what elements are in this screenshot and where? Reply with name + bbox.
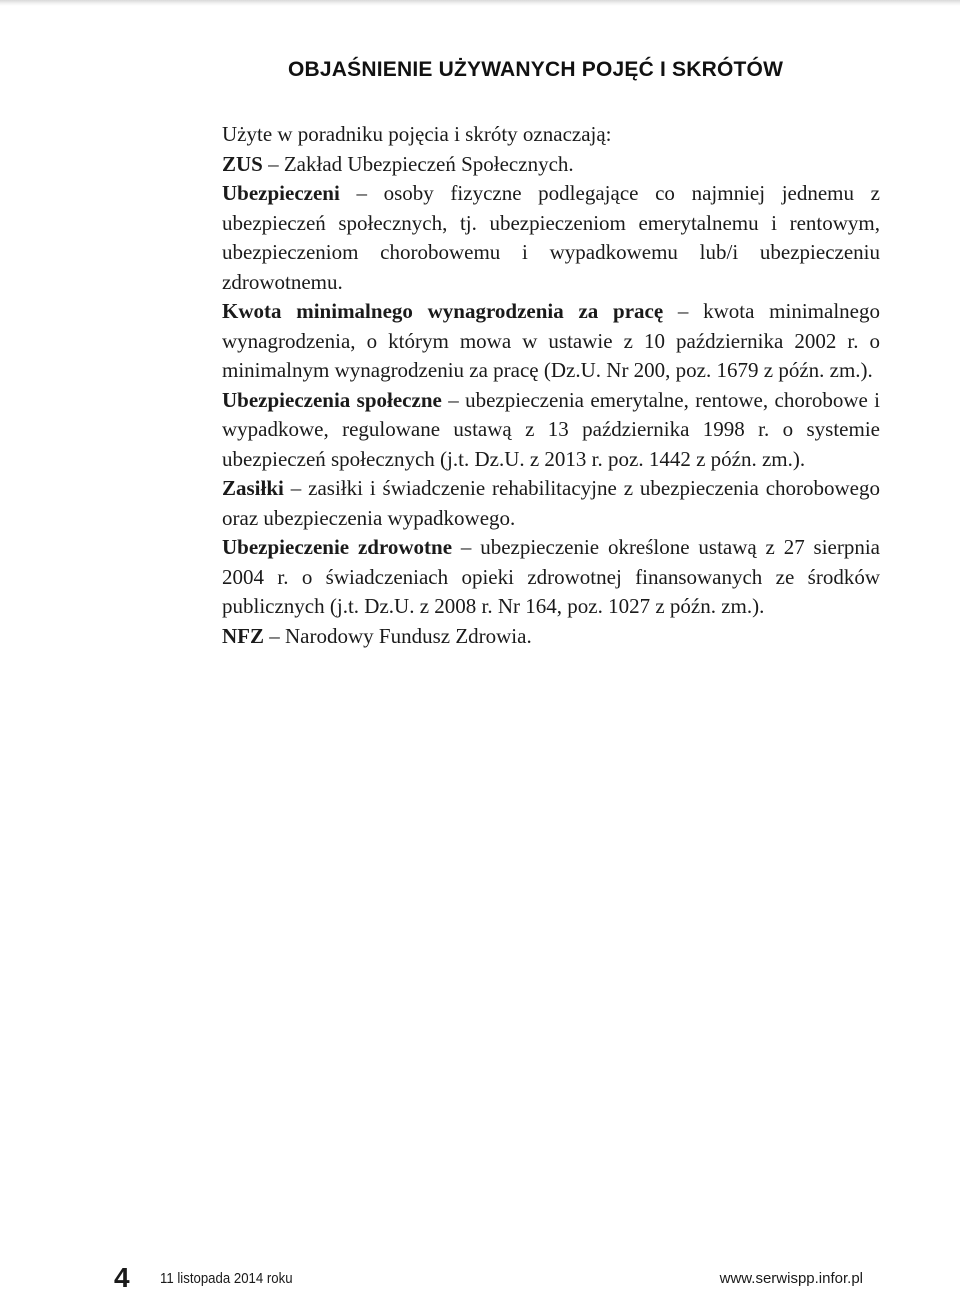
issue-date: 11 listopada 2014 roku: [160, 1270, 293, 1287]
page-footer: [0, 1262, 960, 1292]
glossary-intro: Użyte w poradniku pojęcia i skróty oznaczają:: [222, 122, 612, 146]
glossary-body: [222, 120, 880, 651]
glossary-term: Ubezpieczenie zdrowotne: [222, 535, 453, 559]
glossary-definition: – ubezpieczenia emerytalne, rentowe, chorobowe i wypadkowe, regulowane ustawą z 13 października 1998 r. o systemie ubezpieczeń społecznych (j.t. Dz.U. z 2013 r. poz. 1442 z późn. zm.).: [222, 387, 881, 471]
glossary-entry-zasilki: [222, 474, 880, 533]
glossary-term: Zasiłki: [222, 476, 284, 500]
glossary-definition: – osoby fizyczne podlegające co najmniej jednemu z ubezpieczeń społecznych, tj. ubezpieczeniom emerytalnemu i rentowym, ubezpieczeniom chorobowemu i wypadkowemu lub/i ubezpieczeniu zdrowotnemu.: [222, 181, 880, 294]
glossary-entry-zus: [222, 150, 880, 180]
glossary-term: Ubezpieczenia społeczne: [222, 387, 442, 412]
glossary-term: ZUS: [222, 151, 263, 176]
website-url: www.serwispp.infor.pl: [719, 1270, 863, 1287]
glossary-entry-ubezpieczenie-zdrowotne: [222, 533, 880, 622]
glossary-entry-ubezpieczenia-spoleczne: [222, 386, 880, 475]
glossary-definition: – ubezpieczenie określone ustawą z 27 sierpnia 2004 r. o świadczeniach opieki zdrowotnej finansowanych ze środków publicznych (j.t. Dz.U. z 2008 r. Nr 164, poz. 1027 z późn. zm.).: [222, 535, 880, 618]
glossary-entry-ubezpieczeni: [222, 179, 880, 297]
glossary-entry-nfz: [222, 622, 880, 652]
glossary-term: Ubezpieczeni: [222, 181, 340, 205]
glossary-definition: – zasiłki i świadczenie rehabilitacyjne z ubezpieczenia chorobowego oraz ubezpieczenia wypadkowego.: [222, 476, 880, 530]
glossary-definition: – kwota minimalnego wynagrodzenia, o którym mowa w ustawie z 10 października 2002 r. o minimalnym wynagrodzeniu za pracę (Dz.U. Nr 200, poz. 1679 z późn. zm.).: [222, 299, 880, 382]
page-top-edge: [0, 0, 960, 6]
glossary-term: NFZ: [222, 623, 264, 648]
page-title: OBJAŚNIENIE UŻYWANYCH POJĘĆ I SKRÓTÓW: [288, 58, 784, 81]
page-number: 4: [114, 1262, 130, 1293]
glossary-definition: – Narodowy Fundusz Zdrowia.: [264, 623, 532, 648]
glossary-term: Kwota minimalnego wynagrodzenia za pracę: [222, 299, 664, 323]
glossary-entry-kwota-minimalnego-wynagrodzenia: [222, 297, 880, 386]
glossary-definition: – Zakład Ubezpieczeń Społecznych.: [262, 151, 574, 176]
